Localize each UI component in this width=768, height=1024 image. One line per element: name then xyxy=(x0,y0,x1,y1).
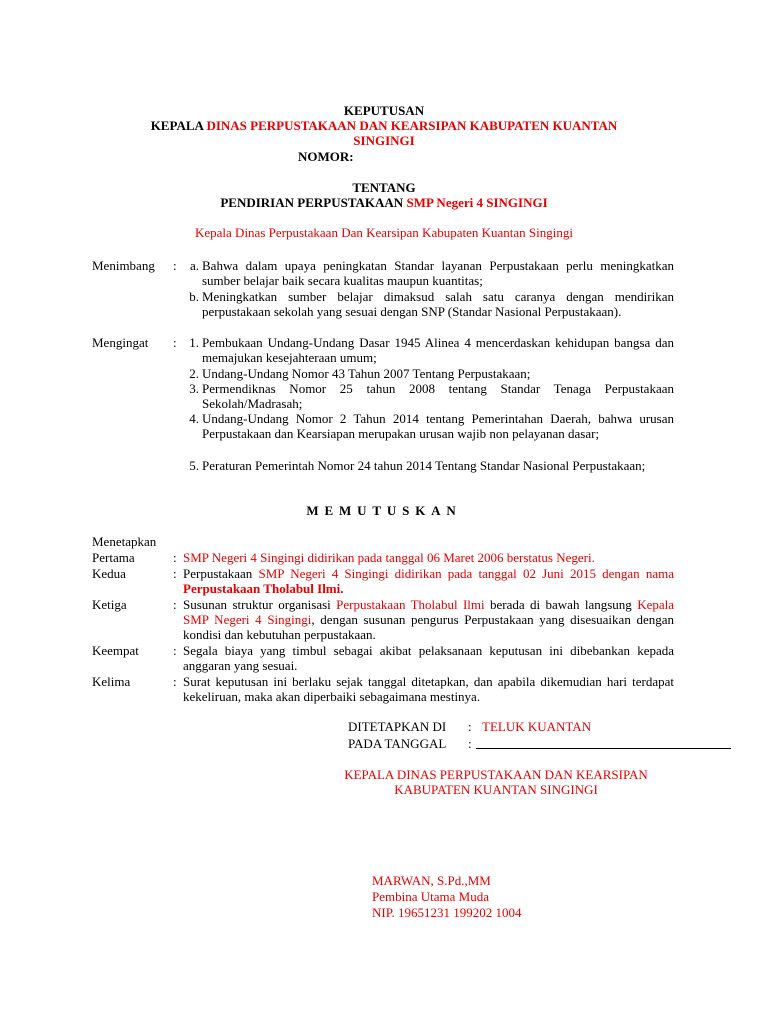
ditetapkan-value: TELUK KUANTAN xyxy=(482,719,592,734)
menimbang-item-b: Meningkatkan sumber belajar dimaksud salah satu caranya dengan mendirikan perpustakaan sekolah yang sesuai dengan SNP (Standar Nasional Perpustakaan). xyxy=(202,289,674,319)
ketiga-text-5: , dengan susunan pengurus Perpustakaan yang disesuaikan dengan kondisi dan kebutuhan perpustakaan. xyxy=(183,612,674,642)
menimbang-label: Menimbang xyxy=(92,258,155,273)
kelima-label: Kelima xyxy=(92,674,131,689)
official-title: Kepala Dinas Perpustakaan Dan Kearsipan Kabupaten Kuantan Singingi xyxy=(195,225,573,240)
keempat-label: Keempat xyxy=(92,643,139,658)
issuer-prefix: KEPALA xyxy=(150,118,204,133)
mengingat-marker-1: 1. xyxy=(189,335,199,350)
subject-prefix: PENDIRIAN PERPUSTAKAAN xyxy=(220,195,404,210)
mengingat-label: Mengingat xyxy=(92,335,149,350)
pertama-text: SMP Negeri 4 Singingi didirikan pada tanggal 06 Maret 2006 berstatus Negeri. xyxy=(183,550,595,565)
ketiga-text-3: berada di bawah langsung xyxy=(484,597,638,612)
doc-title: KEPUTUSAN xyxy=(343,103,425,118)
ketiga-text xyxy=(183,597,674,642)
tentang-heading: TENTANG xyxy=(352,180,416,195)
pertama-label: Pertama xyxy=(92,550,135,565)
mengingat-item-3: Permendiknas Nomor 25 tahun 2008 tentang Standar Tenaga Perpustakaan Sekolah/Madrasah; xyxy=(202,381,674,411)
subject-school: SMP Negeri 4 SINGINGI xyxy=(406,195,548,210)
kedua-library-name: Perpustakaan Tholabul Ilmi. xyxy=(183,581,344,596)
signatory-nip: NIP. 19651231 199202 1004 xyxy=(372,905,522,920)
mengingat-colon: : xyxy=(173,335,177,350)
ketiga-label: Ketiga xyxy=(92,597,127,612)
tanggal-label: PADA TANGGAL xyxy=(348,736,447,751)
tanggal-colon: : xyxy=(468,736,472,751)
ditetapkan-colon: : xyxy=(468,719,472,734)
mengingat-item-5: Peraturan Pemerintah Nomor 24 tahun 2014 Tentang Standar Nasional Perpustakaan; xyxy=(202,458,646,473)
menimbang-marker-a: a. xyxy=(189,258,199,273)
mengingat-item-2: Undang-Undang Nomor 43 Tahun 2007 Tentang Perpustakaan; xyxy=(202,366,531,381)
mengingat-marker-3: 3. xyxy=(189,381,199,396)
signatory-office-1: KEPALA DINAS PERPUSTAKAAN DAN KEARSIPAN xyxy=(344,767,648,782)
issuer-name-cont: SINGINGI xyxy=(353,133,415,148)
memutuskan-heading: MEMUTUSKAN xyxy=(306,503,462,518)
pertama-colon: : xyxy=(173,550,177,565)
issuer-line xyxy=(0,118,768,133)
mengingat-marker-2: 2. xyxy=(189,366,199,381)
menimbang-colon: : xyxy=(173,258,177,273)
menimbang-item-a: Bahwa dalam upaya peningkatan Standar layanan Perpustakaan perlu meningkatkan sumber belajar baik secara kualitas maupun kuantitas; xyxy=(202,258,674,288)
tanggal-blank-line xyxy=(476,748,731,749)
signatory-rank: Pembina Utama Muda xyxy=(372,889,489,904)
subject-line xyxy=(0,195,768,210)
kedua-colon: : xyxy=(173,566,177,581)
nomor-label: NOMOR: xyxy=(298,149,354,164)
kedua-label: Kedua xyxy=(92,566,126,581)
keempat-colon: : xyxy=(173,643,177,658)
kedua-text-1: Perpustakaan xyxy=(183,566,259,581)
ditetapkan-label: DITETAPKAN DI xyxy=(348,719,447,734)
kedua-text xyxy=(183,566,674,596)
ketiga-text-1: Susunan struktur organisasi xyxy=(183,597,337,612)
signatory-office-2: KABUPATEN KUANTAN SINGINGI xyxy=(394,782,598,797)
ketiga-text-4: Kepala SMP Negeri 4 Singingi xyxy=(183,597,674,627)
keempat-text: Segala biaya yang timbul sebagai akibat pelaksanaan keputusan ini dibebankan kepada anggaran yang sesuai. xyxy=(183,643,674,673)
mengingat-marker-5: 5. xyxy=(189,458,199,473)
ketiga-colon: : xyxy=(173,597,177,612)
mengingat-marker-4: 4. xyxy=(189,411,199,426)
menimbang-marker-b: b. xyxy=(189,289,199,304)
kedua-text-2: SMP Negeri 4 Singingi didirikan pada tanggal 02 Juni 2015 dengan nama xyxy=(258,566,675,581)
kelima-text: Surat keputusan ini berlaku sejak tanggal ditetapkan, dan apabila dikemudian hari terdapat kekeliruan, maka akan diperbaiki sebagaimana mestinya. xyxy=(183,674,674,704)
menetapkan-label: Menetapkan xyxy=(92,534,157,549)
mengingat-item-1: Pembukaan Undang-Undang Dasar 1945 Alinea 4 mencerdaskan kehidupan bangsa dan memajukan kesejahteraan umum; xyxy=(202,335,674,365)
ketiga-text-2: Perpustakaan Tholabul Ilmi xyxy=(336,597,485,612)
kelima-colon: : xyxy=(173,674,177,689)
issuer-name: DINAS PERPUSTAKAAN DAN KEARSIPAN KABUPATEN KUANTAN xyxy=(206,118,618,133)
signatory-name: MARWAN, S.Pd.,MM xyxy=(372,873,491,888)
mengingat-item-4: Undang-Undang Nomor 2 Tahun 2014 tentang Pemerintahan Daerah, bahwa urusan Perpustakaan dan Kearsiapan merupakan urusan wajib non pelayanan dasar; xyxy=(202,411,674,441)
